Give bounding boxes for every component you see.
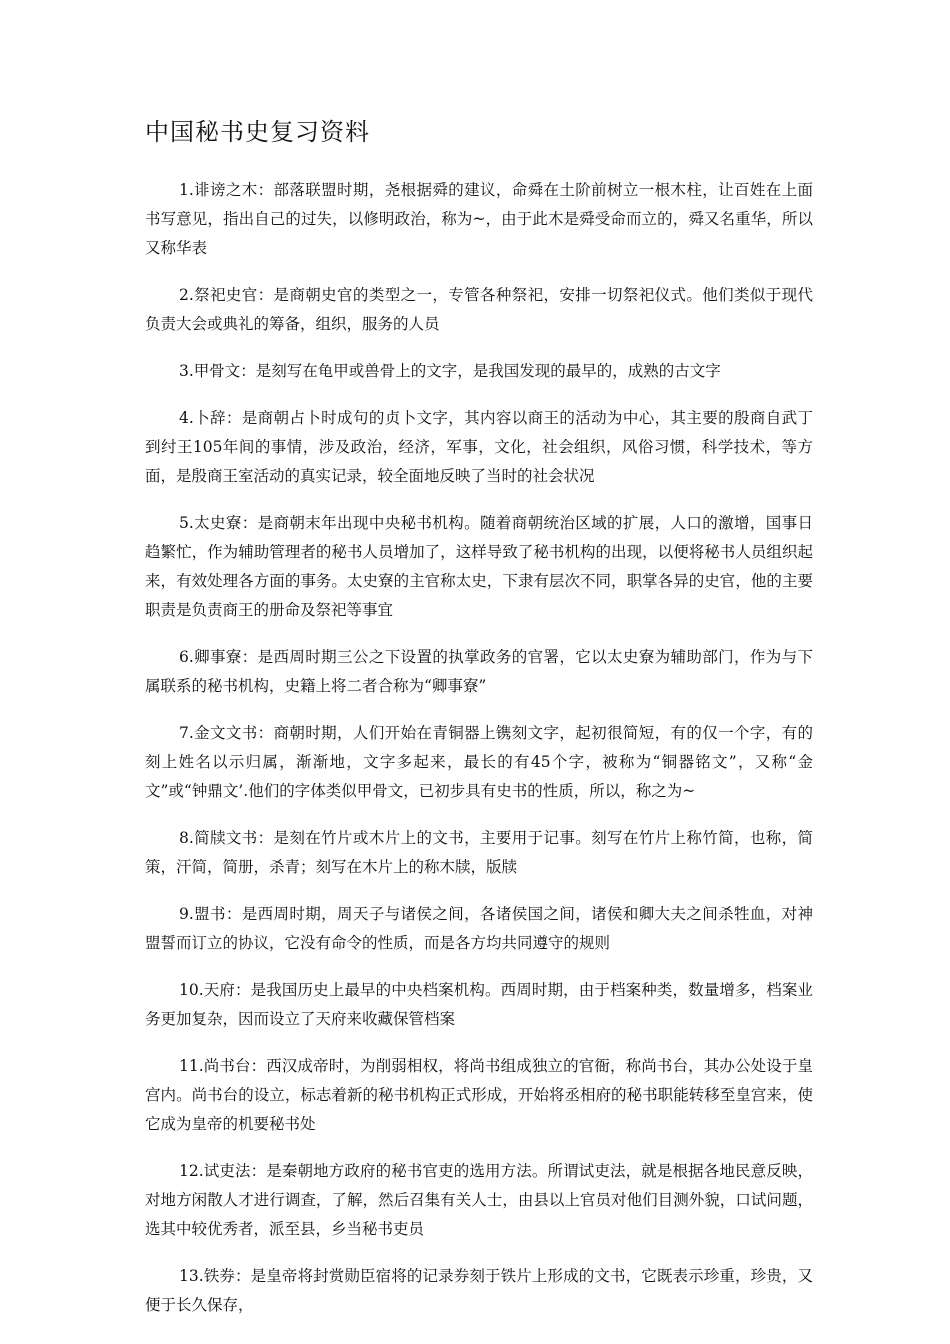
entry-3: 3.甲骨文：是刻写在龟甲或兽骨上的文字，是我国发现的最早的，成熟的古文字: [179, 362, 721, 380]
entry-4: 4.卜辞：是商朝占卜时成句的贞卜文字，其内容以商王的活动为中心，其主要的殷商自武丁到纣王105年间的事情，涉及政治，经济，军事，文化，社会组织，风俗习惯，科学技术，等方面，是殷商王室活动的真实记录，较全面地反映了当时的社会状况: [145, 409, 813, 485]
document-body: [145, 176, 813, 1338]
document-title: 中国秘书史复习资料: [145, 118, 370, 146]
entry-6: 6.卿事寮：是西周时期三公之下设置的执掌政务的官署，它以太史寮为辅助部门，作为与下属联系的秘书机构，史籍上将二者合称为“卿事寮”: [145, 648, 813, 695]
entry-10: 10.天府：是我国历史上最早的中央档案机构。西周时期，由于档案种类，数量增多，档案业务更加复杂，因而设立了天府来收藏保管档案: [145, 981, 813, 1028]
entry-8: 8.简牍文书：是刻在竹片或木片上的文书，主要用于记事。刻写在竹片上称竹简，也称，简策，汗简，简册，杀青；刻写在木片上的称木牍，版牍: [145, 829, 813, 876]
entry-1: 1.诽谤之木：部落联盟时期，尧根据舜的建议，命舜在土阶前树立一根木柱，让百姓在上面书写意见，指出自己的过失，以修明政治，称为~，由于此木是舜受命而立的，舜又名重华，所以又称华表: [145, 181, 813, 257]
entry-5: 5.太史寮：是商朝末年出现中央秘书机构。随着商朝统治区域的扩展，人口的激增，国事日趋繁忙，作为辅助管理者的秘书人员增加了，这样导致了秘书机构的出现，以便将秘书人员组织起来，有效处理各方面的事务。太史寮的主官称太史，下隶有层次不同，职掌各异的史官，他的主要职责是负责商王的册命及祭祀等事宜: [145, 514, 813, 619]
entry-7: 7.金文文书：商朝时期，人们开始在青铜器上镌刻文字，起初很简短，有的仅一个字，有的刻上姓名以示归属，渐渐地，文字多起来，最长的有45个字，被称为“铜器铭文”，又称“金文”或“钟鼎文’.他们的字体类似甲骨文，已初步具有史书的性质，所以，称之为~: [145, 724, 813, 800]
entry-12: 12.试吏法：是秦朝地方政府的秘书官吏的选用方法。所谓试吏法，就是根据各地民意反映，对地方闲散人才进行调查，了解，然后召集有关人士，由县以上官员对他们目测外貌，口试问题，选其中较优秀者，派至县，乡当秘书吏员: [145, 1162, 813, 1238]
entry-9: 9.盟书：是西周时期，周天子与诸侯之间，各诸侯国之间，诸侯和卿大夫之间杀牲血，对神盟誓而订立的协议，它没有命令的性质，而是各方均共同遵守的规则: [145, 905, 813, 952]
entry-11: 11.尚书台：西汉成帝时，为削弱相权，将尚书组成独立的官衙，称尚书台，其办公处设于皇宫内。尚书台的设立，标志着新的秘书机构正式形成，开始将丞相府的秘书职能转移至皇宫来，使它成为皇帝的机要秘书处: [145, 1057, 813, 1133]
entry-2: 2.祭祀史官：是商朝史官的类型之一，专管各种祭祀，安排一切祭祀仪式。他们类似于现代负责大会或典礼的筹备，组织，服务的人员: [145, 286, 813, 333]
entry-13: 13.铁券：是皇帝将封赏勋臣宿将的记录券刻于铁片上形成的文书，它既表示珍重，珍贵，又便于长久保存，: [145, 1267, 813, 1314]
